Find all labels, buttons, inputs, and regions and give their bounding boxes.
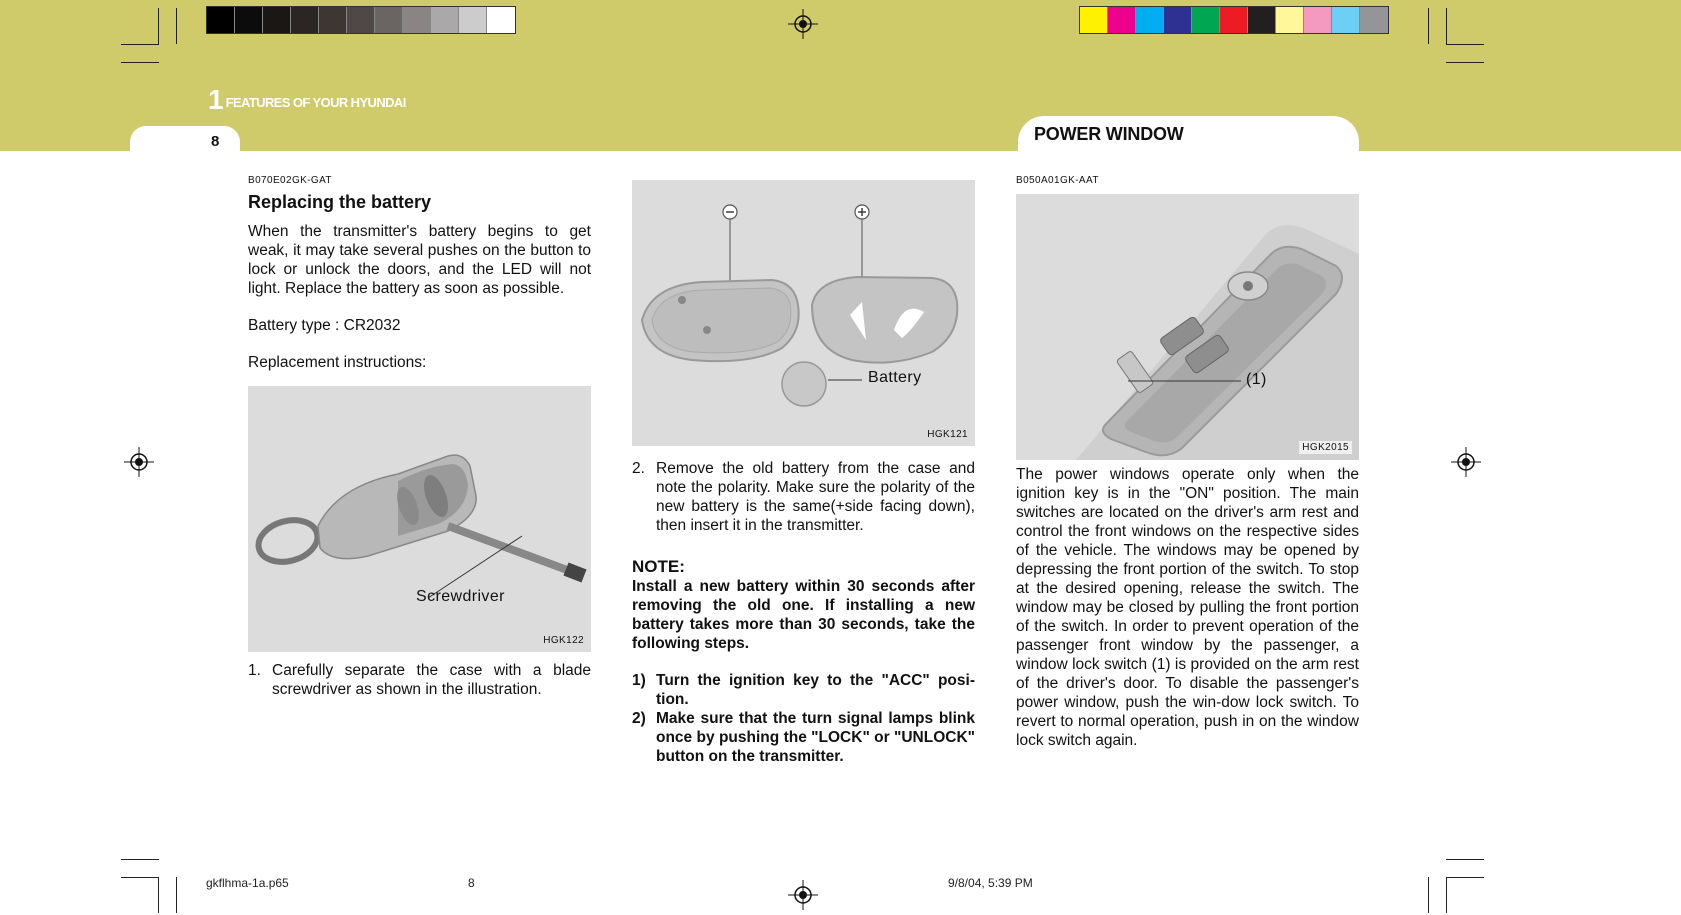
color-swatch xyxy=(1248,7,1276,33)
chapter-number: 1 xyxy=(208,84,224,115)
color-swatch xyxy=(1164,7,1192,33)
color-swatch xyxy=(235,7,263,33)
left-column xyxy=(248,175,591,699)
crop-mark xyxy=(158,8,159,44)
crop-mark xyxy=(158,877,159,913)
figure-code: HGK2015 xyxy=(1299,441,1352,454)
crop-mark xyxy=(1446,8,1447,44)
crop-mark xyxy=(121,859,159,860)
section-code: B050A01GK-AAT xyxy=(1016,175,1099,186)
color-swatch xyxy=(291,7,319,33)
note-body: Install a new battery within 30 seconds after removing the old one. If installing a new battery takes more than 30 seconds, take the following steps. xyxy=(632,578,975,652)
color-swatch xyxy=(1304,7,1332,33)
color-swatch xyxy=(207,7,235,33)
note-step-1 xyxy=(632,671,975,709)
chapter-title: FEATURES OF YOUR HYUNDAI xyxy=(225,95,406,110)
registration-mark-icon xyxy=(124,447,154,477)
color-swatch xyxy=(1220,7,1248,33)
section-title: POWER WINDOW xyxy=(1034,124,1184,144)
figure-code: HGK122 xyxy=(543,635,584,646)
crop-mark xyxy=(121,44,159,45)
registration-mark-icon xyxy=(788,9,818,39)
key-fob-screwdriver-illustration xyxy=(248,386,591,652)
step-number: 1. xyxy=(248,662,261,679)
color-calibration-strip xyxy=(1079,6,1389,34)
crop-mark xyxy=(1428,8,1429,44)
gray-calibration-strip xyxy=(206,6,516,34)
figure-battery xyxy=(632,180,975,446)
door-switch-panel-illustration xyxy=(1016,194,1359,460)
replacement-label: Replacement instructions: xyxy=(248,354,427,371)
color-swatch xyxy=(1108,7,1136,33)
figure-code: HGK121 xyxy=(927,429,968,440)
crop-mark xyxy=(1446,859,1484,860)
crop-mark xyxy=(121,62,159,63)
step-number: 1) xyxy=(632,672,646,689)
crop-mark xyxy=(1446,877,1447,913)
color-swatch xyxy=(431,7,459,33)
crop-mark xyxy=(1428,877,1429,913)
color-swatch xyxy=(347,7,375,33)
crop-mark xyxy=(1446,62,1484,63)
battery-case-illustration xyxy=(632,180,975,446)
color-swatch xyxy=(1192,7,1220,33)
figure-power-window-switch xyxy=(1016,194,1359,460)
registration-mark-icon xyxy=(1451,447,1481,477)
crop-mark xyxy=(1446,44,1484,45)
footer-filename: gkflhma-1a.p65 xyxy=(206,876,289,890)
intro-paragraph: When the transmitter's battery begins to get weak, it may take several pushes on the button to lock or unlock the doors, and the LED will not light. Replace the battery as soon as possible. xyxy=(248,223,591,297)
step-text: Make sure that the turn signal lamps blink once by pushing the "LOCK" or "UNLOCK" button on the transmitter. xyxy=(656,710,975,765)
step-text: Turn the ignition key to the "ACC" posi-tion. xyxy=(656,672,975,708)
footer-timestamp: 9/8/04, 5:39 PM xyxy=(948,876,1033,890)
footer-page: 8 xyxy=(468,876,475,890)
registration-mark-icon xyxy=(788,880,818,910)
instruction-step-2 xyxy=(632,459,975,535)
figure-label-battery: Battery xyxy=(868,369,922,386)
page-number-tab xyxy=(130,126,240,156)
step-number: 2. xyxy=(632,460,645,477)
section-code: B070E02GK-GAT xyxy=(248,175,332,186)
section-heading: Replacing the battery xyxy=(248,192,432,212)
color-swatch xyxy=(1276,7,1304,33)
crop-mark xyxy=(176,877,177,913)
color-swatch xyxy=(1136,7,1164,33)
figure-screwdriver xyxy=(248,386,591,652)
color-swatch xyxy=(1332,7,1360,33)
page-number: 8 xyxy=(211,133,220,150)
note-heading: NOTE: xyxy=(632,557,685,576)
color-swatch xyxy=(403,7,431,33)
middle-column xyxy=(632,180,975,766)
battery-type: Battery type : CR2032 xyxy=(248,317,401,334)
color-swatch xyxy=(263,7,291,33)
step-number: 2) xyxy=(632,710,646,727)
color-swatch xyxy=(1360,7,1388,33)
chapter-header xyxy=(208,86,406,114)
crop-mark xyxy=(176,8,177,44)
step-text: Remove the old battery from the case and note the polarity. Make sure the polarity of the new battery is the same(+side facing down), then insert it in the transmitter. xyxy=(656,460,975,534)
power-window-description: The power windows operate only when the ignition key is in the "ON" position. The main switches are located on the driver's arm rest and control the front windows on the respective sides of the vehicle. The windows may be opened by depressing the front portion of the switch. To stop at the desired opening, release the switch. The window may be closed by pulling the front portion of the switch. In order to prevent operation of the passenger front window by the passenger, a window lock switch (1) is provided on the arm rest of the driver's door. To disable the passenger's power window, push the win-dow lock switch. To revert to normal operation, push in on the window lock switch again. xyxy=(1016,466,1359,749)
color-swatch xyxy=(459,7,487,33)
figure-label-screwdriver: Screwdriver xyxy=(416,588,505,605)
color-swatch xyxy=(487,7,515,33)
color-swatch xyxy=(319,7,347,33)
crop-mark xyxy=(1446,877,1484,878)
right-column xyxy=(1016,175,1359,750)
color-swatch xyxy=(1080,7,1108,33)
note-step-2 xyxy=(632,709,975,766)
instruction-step-1 xyxy=(248,661,591,699)
figure-label-lock-switch: (1) xyxy=(1246,371,1267,388)
color-swatch xyxy=(375,7,403,33)
crop-mark xyxy=(121,877,159,878)
step-text: Carefully separate the case with a blade screwdriver as shown in the illustration. xyxy=(272,662,591,698)
